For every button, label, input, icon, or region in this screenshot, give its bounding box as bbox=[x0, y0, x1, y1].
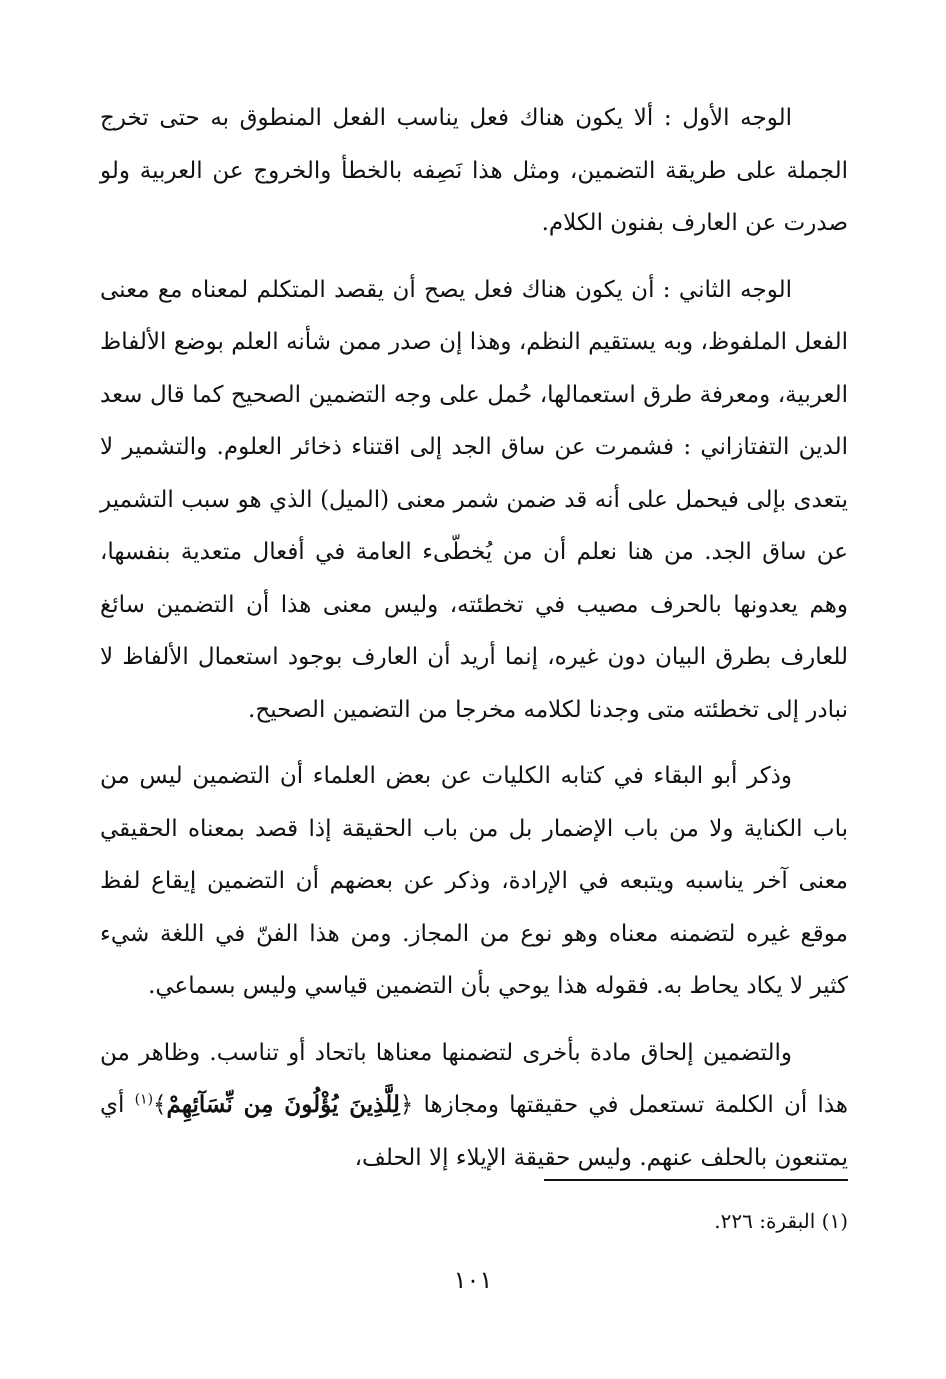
verse-open-ornament: ﴿ bbox=[399, 1092, 414, 1118]
verse-close-ornament: ﴾ bbox=[153, 1092, 167, 1118]
footnote-marker: (١) bbox=[821, 1209, 848, 1233]
paragraph-second-aspect: الوجه الثاني : أن يكون هناك فعل يصح أن يقصد المتكلم لمعناه مع معنى الفعل الملفوظ، وبه يستقيم النظم، وهذا إن صدر ممن شأنه العلم بوضع الألفاظ العربية، ومعرفة طرق استعمالها، حُمل على وجه التضمين الصحيح كما قال سعد الدين التفتازاني : فشمرت عن ساق الجد إلى اقتناء ذخائر العلوم. والتشمير لا يتعدى بإلى فيحمل على أنه قد ضمن شمر معنى (الميل) الذي هو سبب التشمير عن ساق الجد. من هنا نعلم أن من يُخطّىء العامة في أفعال متعدية بنفسها، وهم يعدونها بالحرف مصيب في تخطئته، وليس معنى هذا أن التضمين سائغ للعارف بطرق البيان دون غيره، إنما أريد أن العارف بوجود استعمال الألفاظ لا نبادر إلى تخطئته متى وجدنا لكلامه مخرجا من التضمين الصحيح. bbox=[100, 276, 848, 723]
paragraph-text-after-verse: أي يمتنعون بالحلف عنهم. وليس حقيقة الإيلاء إلا الحلف، bbox=[100, 1092, 848, 1171]
footnote-separator bbox=[544, 1179, 848, 1181]
footnote-text: البقرة: ٢٢٦. bbox=[714, 1209, 816, 1233]
quran-verse bbox=[153, 1091, 413, 1118]
paragraph-tadmin-definition bbox=[100, 1027, 848, 1185]
page-number: ١٠١ bbox=[453, 1266, 493, 1294]
body-text bbox=[100, 92, 848, 1198]
paragraph-first-aspect: الوجه الأول : ألا يكون هناك فعل يناسب الفعل المنطوق به حتى تخرج الجملة على طريقة التضمين، ومثل هذا نَصِفه بالخطأ والخروج عن العربية ولو صدرت عن العارف بفنون الكلام. bbox=[100, 105, 848, 236]
footnote bbox=[714, 1203, 848, 1239]
paragraph-abu-al-baqa: وذكر أبو البقاء في كتابه الكليات عن بعض العلماء أن التضمين ليس من باب الكناية ولا من باب الإضمار بل من باب الحقيقة إذا قصد بمعناه الحقيقي معنى آخر يناسبه ويتبعه في الإرادة، وذكر عن بعضهم أن التضمين إيقاع لفظ موقع غيره لتضمنه معناه وهو نوع من المجاز. ومن هذا الفنّ في اللغة شيء كثير لا يكاد يحاط به. فقوله هذا يوحي بأن التضمين قياسي وليس بسماعي. bbox=[100, 763, 848, 999]
paragraph-text-before-verse: والتضمين إلحاق مادة بأخرى لتضمنها معناها باتحاد أو تناسب. وظاهر من هذا أن الكلمة تستعمل في حقيقتها ومجازها bbox=[100, 1039, 849, 1118]
footnote-reference: (١) bbox=[134, 1091, 154, 1108]
verse-text: لِلَّذِينَ يُؤْلُونَ مِن نِّسَآئِهِمْ bbox=[166, 1091, 400, 1118]
